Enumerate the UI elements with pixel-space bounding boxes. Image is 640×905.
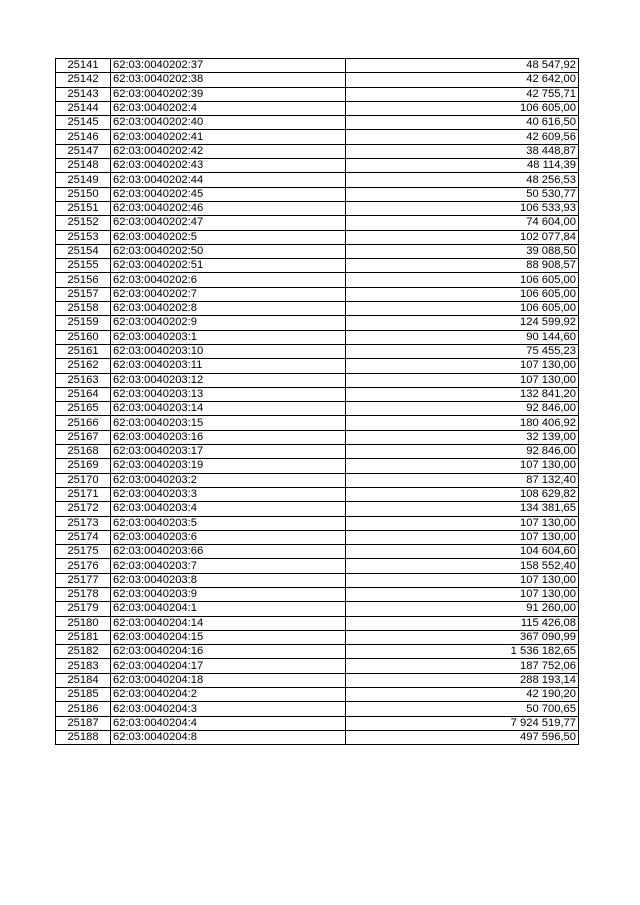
row-number-cell: 25162 [56,359,111,373]
cadastral-value-cell: 90 144,60 [346,330,579,344]
cadastral-value-cell: 91 260,00 [346,602,579,616]
cadastral-value-cell: 42 609,56 [346,130,579,144]
cadastral-number-cell: 62:03:0040203:14 [111,402,346,416]
table-row [56,530,579,544]
table-row [56,402,579,416]
row-number-cell: 25167 [56,430,111,444]
row-number-cell: 25141 [56,59,111,73]
cadastral-number-cell: 62:03:0040203:7 [111,559,346,573]
cadastral-number-cell: 62:03:0040203:3 [111,487,346,501]
table-row [56,216,579,230]
table-row [56,130,579,144]
row-number-cell: 25166 [56,416,111,430]
table-body [56,59,579,745]
cadastral-number-cell: 62:03:0040204:14 [111,616,346,630]
row-number-cell: 25181 [56,630,111,644]
row-number-cell: 25169 [56,459,111,473]
cadastral-number-cell: 62:03:0040204:2 [111,688,346,702]
table-row [56,573,579,587]
row-number-cell: 25152 [56,216,111,230]
table-row [56,459,579,473]
table-row [56,273,579,287]
cadastral-number-cell: 62:03:0040204:15 [111,630,346,644]
cadastral-number-cell: 62:03:0040202:40 [111,116,346,130]
cadastral-value-cell: 107 130,00 [346,359,579,373]
cadastral-number-cell: 62:03:0040202:51 [111,259,346,273]
table-row [56,359,579,373]
cadastral-number-cell: 62:03:0040202:43 [111,159,346,173]
row-number-cell: 25142 [56,73,111,87]
table-row [56,259,579,273]
table-row [56,616,579,630]
cadastral-number-cell: 62:03:0040202:38 [111,73,346,87]
table-row [56,101,579,115]
row-number-cell: 25174 [56,530,111,544]
row-number-cell: 25146 [56,130,111,144]
row-number-cell: 25175 [56,545,111,559]
table-row [56,516,579,530]
cadastral-number-cell: 62:03:0040203:16 [111,430,346,444]
row-number-cell: 25151 [56,201,111,215]
cadastral-value-cell: 42 755,71 [346,87,579,101]
row-number-cell: 25188 [56,730,111,744]
table-row [56,545,579,559]
row-number-cell: 25144 [56,101,111,115]
cadastral-number-cell: 62:03:0040202:7 [111,287,346,301]
table-row [56,659,579,673]
table-row [56,716,579,730]
table-row [56,630,579,644]
table-row [56,244,579,258]
cadastral-value-cell: 367 090,99 [346,630,579,644]
table-row [56,387,579,401]
cadastral-value-cell: 48 114,39 [346,159,579,173]
table-row [56,430,579,444]
table-row [56,502,579,516]
cadastral-number-cell: 62:03:0040202:39 [111,87,346,101]
cadastral-number-cell: 62:03:0040202:46 [111,201,346,215]
cadastral-number-cell: 62:03:0040203:5 [111,516,346,530]
table-row [56,144,579,158]
cadastral-value-cell: 134 381,65 [346,502,579,516]
cadastral-value-cell: 124 599,92 [346,316,579,330]
row-number-cell: 25150 [56,187,111,201]
row-number-cell: 25154 [56,244,111,258]
row-number-cell: 25145 [56,116,111,130]
row-number-cell: 25187 [56,716,111,730]
row-number-cell: 25171 [56,487,111,501]
row-number-cell: 25184 [56,673,111,687]
row-number-cell: 25159 [56,316,111,330]
row-number-cell: 25183 [56,659,111,673]
table-row [56,344,579,358]
cadastral-value-cell: 132 841,20 [346,387,579,401]
row-number-cell: 25158 [56,302,111,316]
cadastral-value-cell: 106 605,00 [346,273,579,287]
row-number-cell: 25160 [56,330,111,344]
cadastral-number-cell: 62:03:0040202:4 [111,101,346,115]
cadastral-value-cell: 104 604,60 [346,545,579,559]
cadastral-number-cell: 62:03:0040202:50 [111,244,346,258]
cadastral-number-cell: 62:03:0040203:17 [111,445,346,459]
cadastral-number-cell: 62:03:0040204:1 [111,602,346,616]
cadastral-value-cell: 92 846,00 [346,402,579,416]
cadastral-number-cell: 62:03:0040202:41 [111,130,346,144]
row-number-cell: 25179 [56,602,111,616]
row-number-cell: 25161 [56,344,111,358]
table-row [56,473,579,487]
table-row [56,173,579,187]
row-number-cell: 25156 [56,273,111,287]
row-number-cell: 25168 [56,445,111,459]
table-row [56,159,579,173]
cadastral-value-cell: 106 605,00 [346,287,579,301]
cadastral-number-cell: 62:03:0040202:5 [111,230,346,244]
row-number-cell: 25155 [56,259,111,273]
table-row [56,116,579,130]
cadastral-value-cell: 50 530,77 [346,187,579,201]
cadastral-value-cell: 107 130,00 [346,573,579,587]
table-row [56,730,579,744]
cadastral-value-cell: 40 616,50 [346,116,579,130]
cadastral-value-cell: 102 077,84 [346,230,579,244]
cadastral-number-cell: 62:03:0040204:4 [111,716,346,730]
table-row [56,702,579,716]
cadastral-value-cell: 106 605,00 [346,302,579,316]
cadastral-number-cell: 62:03:0040202:8 [111,302,346,316]
row-number-cell: 25148 [56,159,111,173]
cadastral-value-cell: 75 455,23 [346,344,579,358]
row-number-cell: 25149 [56,173,111,187]
table-row [56,287,579,301]
table-row [56,230,579,244]
cadastral-value-cell: 48 547,92 [346,59,579,73]
table-row [56,645,579,659]
cadastral-number-cell: 62:03:0040203:13 [111,387,346,401]
cadastral-value-cell: 107 130,00 [346,530,579,544]
cadastral-value-cell: 187 752,06 [346,659,579,673]
cadastral-value-cell: 180 406,92 [346,416,579,430]
cadastral-number-cell: 62:03:0040202:42 [111,144,346,158]
cadastral-number-cell: 62:03:0040203:19 [111,459,346,473]
cadastral-value-cell: 497 596,50 [346,730,579,744]
cadastral-value-cell: 158 552,40 [346,559,579,573]
table-row [56,187,579,201]
row-number-cell: 25176 [56,559,111,573]
row-number-cell: 25147 [56,144,111,158]
cadastral-number-cell: 62:03:0040202:9 [111,316,346,330]
cadastral-value-cell: 74 604,00 [346,216,579,230]
cadastral-number-cell: 62:03:0040203:2 [111,473,346,487]
row-number-cell: 25164 [56,387,111,401]
cadastral-value-cell: 108 629,82 [346,487,579,501]
cadastral-number-cell: 62:03:0040203:4 [111,502,346,516]
row-number-cell: 25153 [56,230,111,244]
cadastral-number-cell: 62:03:0040204:18 [111,673,346,687]
cadastral-value-cell: 107 130,00 [346,459,579,473]
cadastral-number-cell: 62:03:0040203:9 [111,587,346,601]
cadastral-value-cell: 288 193,14 [346,673,579,687]
cadastral-number-cell: 62:03:0040202:44 [111,173,346,187]
row-number-cell: 25143 [56,87,111,101]
table-row [56,87,579,101]
row-number-cell: 25185 [56,688,111,702]
table-row [56,59,579,73]
table-row [56,330,579,344]
row-number-cell: 25157 [56,287,111,301]
cadastral-value-cell: 48 256,53 [346,173,579,187]
cadastral-value-cell: 106 533,93 [346,201,579,215]
cadastral-number-cell: 62:03:0040202:45 [111,187,346,201]
cadastral-value-cell: 88 908,57 [346,259,579,273]
table-row [56,316,579,330]
row-number-cell: 25178 [56,587,111,601]
cadastral-value-cell: 32 139,00 [346,430,579,444]
table-row [56,73,579,87]
table-row [56,559,579,573]
cadastral-value-cell: 92 846,00 [346,445,579,459]
table-row [56,487,579,501]
cadastral-number-cell: 62:03:0040202:6 [111,273,346,287]
cadastral-value-cell: 38 448,87 [346,144,579,158]
cadastral-number-cell: 62:03:0040202:37 [111,59,346,73]
cadastral-number-cell: 62:03:0040203:66 [111,545,346,559]
cadastral-value-cell: 115 426,08 [346,616,579,630]
cadastral-value-cell: 1 536 182,65 [346,645,579,659]
cadastral-number-cell: 62:03:0040204:8 [111,730,346,744]
cadastral-number-cell: 62:03:0040202:47 [111,216,346,230]
table-row [56,602,579,616]
cadastral-value-cell: 42 642,00 [346,73,579,87]
cadastral-value-cell: 107 130,00 [346,516,579,530]
table-row [56,688,579,702]
table-row [56,587,579,601]
row-number-cell: 25180 [56,616,111,630]
row-number-cell: 25182 [56,645,111,659]
cadastral-number-cell: 62:03:0040203:6 [111,530,346,544]
cadastral-number-cell: 62:03:0040204:16 [111,645,346,659]
cadastral-number-cell: 62:03:0040203:12 [111,373,346,387]
cadastral-value-cell: 39 088,50 [346,244,579,258]
table-row [56,416,579,430]
cadastral-value-cell: 106 605,00 [346,101,579,115]
cadastral-number-cell: 62:03:0040203:1 [111,330,346,344]
row-number-cell: 25163 [56,373,111,387]
cadastral-number-cell: 62:03:0040203:11 [111,359,346,373]
row-number-cell: 25165 [56,402,111,416]
cadastral-value-cell: 107 130,00 [346,373,579,387]
row-number-cell: 25177 [56,573,111,587]
cadastral-value-cell: 87 132,40 [346,473,579,487]
table-row [56,373,579,387]
cadastral-value-table [55,58,579,745]
cadastral-value-cell: 7 924 519,77 [346,716,579,730]
row-number-cell: 25186 [56,702,111,716]
cadastral-number-cell: 62:03:0040203:8 [111,573,346,587]
cadastral-value-cell: 107 130,00 [346,587,579,601]
cadastral-number-cell: 62:03:0040203:15 [111,416,346,430]
table-row [56,302,579,316]
cadastral-number-cell: 62:03:0040204:17 [111,659,346,673]
row-number-cell: 25170 [56,473,111,487]
cadastral-number-cell: 62:03:0040204:3 [111,702,346,716]
table-row [56,201,579,215]
row-number-cell: 25173 [56,516,111,530]
cadastral-number-cell: 62:03:0040203:10 [111,344,346,358]
cadastral-value-cell: 50 700,65 [346,702,579,716]
row-number-cell: 25172 [56,502,111,516]
table-row [56,673,579,687]
cadastral-value-cell: 42 190,20 [346,688,579,702]
table-row [56,445,579,459]
